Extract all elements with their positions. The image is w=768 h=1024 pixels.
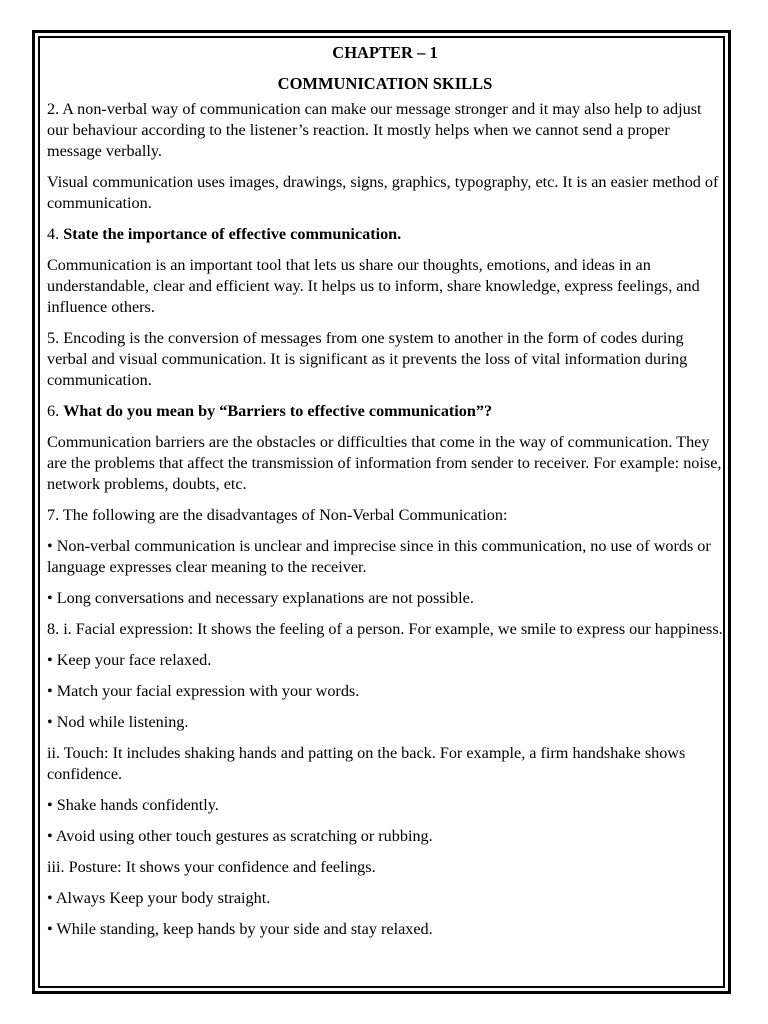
question-text: State the importance of effective communication. [63,225,402,243]
question-text: What do you mean by “Barriers to effective communication”? [63,402,493,420]
bullet-item: • Keep your face relaxed. [47,651,212,669]
paragraph-touch: ii. Touch: It includes shaking hands and patting on the back. For example, a firm handshake shows confidence. [47,744,686,783]
paragraph-q8-facial-expression: 8. i. Facial expression: It shows the feeling of a person. For example, we smile to express our happiness. [47,620,723,638]
bullet-item: • Non-verbal communication is unclear and imprecise since in this communication, no use of words or language expresses clear meaning to the receiver. [47,537,711,576]
bullet-item: • Long conversations and necessary explanations are not possible. [47,589,474,607]
question-number: 4. [47,225,64,243]
bullet-item: • Always Keep your body straight. [47,889,271,907]
paragraph-barriers-answer: Communication barriers are the obstacles or difficulties that come in the way of communication. They are the problems that affect the transmission of information from sender to receiver. For example: noise, network problems, doubts, etc. [47,433,722,493]
bullet-item: • While standing, keep hands by your side and stay relaxed. [47,920,433,938]
bullet-item: • Nod while listening. [47,713,189,731]
paragraph-q7-intro: 7. The following are the disadvantages of Non-Verbal Communication: [47,506,508,524]
paragraph-q5-encoding: 5. Encoding is the conversion of messages from one system to another in the form of codes during verbal and visual communication. It is significant as it prevents the loss of vital information during communication. [47,329,688,389]
paragraph-q2: 2. A non-verbal way of communication can make our message stronger and it may also help to adjust our behaviour according to the listener’s reaction. It mostly helps when we cannot send a proper message verbally. [47,100,702,160]
question-4 [47,224,723,245]
question-6 [47,401,723,422]
question-number: 6. [47,402,64,420]
chapter-heading: CHAPTER – 1 [332,43,438,62]
paragraph-visual-communication: Visual communication uses images, drawings, signs, graphics, typography, etc. It is an easier method of communication. [47,173,719,212]
subject-heading: COMMUNICATION SKILLS [277,74,493,93]
paragraph-posture: iii. Posture: It shows your confidence and feelings. [47,858,376,876]
bullet-item: • Avoid using other touch gestures as scratching or rubbing. [47,827,433,845]
bullet-item: • Match your facial expression with your words. [47,682,360,700]
paragraph-importance-answer: Communication is an important tool that lets us share our thoughts, emotions, and ideas in an understandable, clear and efficient way. It helps us to inform, share knowledge, express feelings, and influence others. [47,256,700,316]
document-body [47,42,723,950]
bullet-item: • Shake hands confidently. [47,796,219,814]
